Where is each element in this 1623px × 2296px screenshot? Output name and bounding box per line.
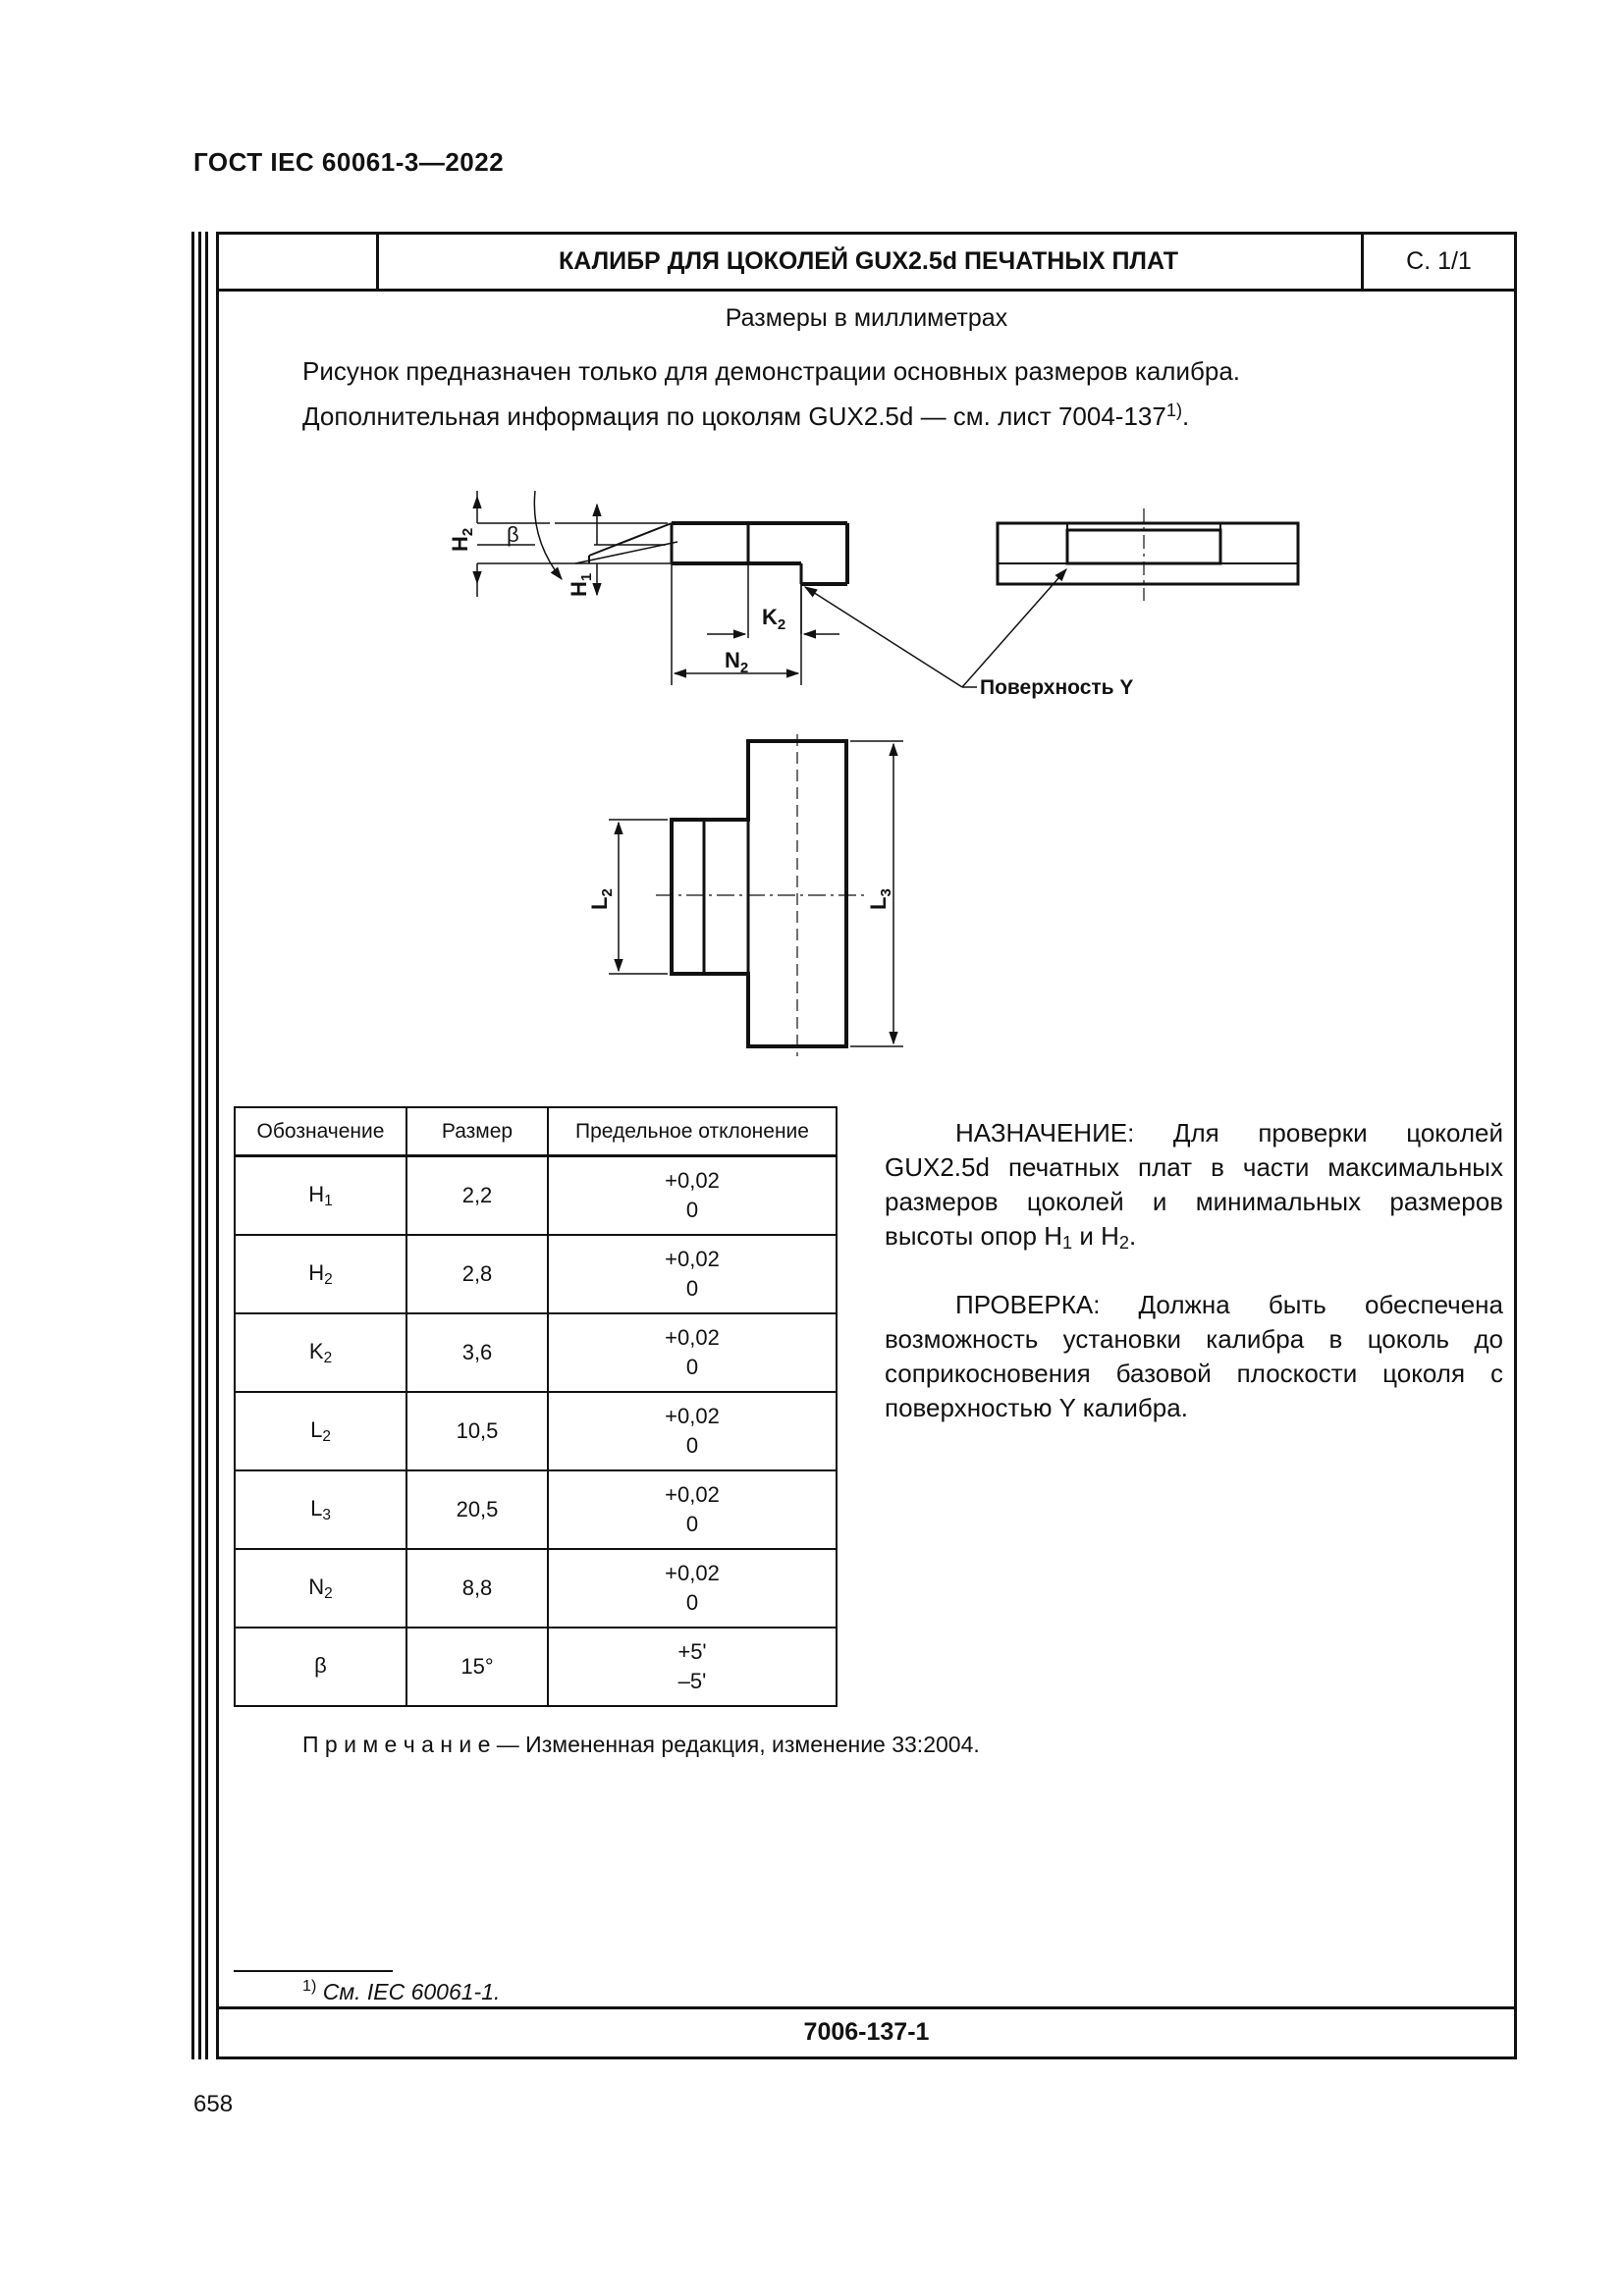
- table-row: [235, 1392, 837, 1470]
- sheet-title-row: [219, 235, 1514, 292]
- intro-text: [302, 351, 1481, 436]
- tolerance-cell: +0,02 0: [548, 1313, 837, 1392]
- units-note: Размеры в миллиметрах: [725, 304, 1008, 332]
- table-row: [235, 1628, 837, 1706]
- tolerance-cell: +0,02 0: [548, 1392, 837, 1470]
- table-row: [235, 1235, 837, 1313]
- plan-view: [609, 734, 903, 1056]
- size-cell: 15°: [406, 1628, 548, 1706]
- size-cell: 2,2: [406, 1156, 548, 1236]
- note: П р и м е ч а н и е — Измененная редакция, изменение 33:2004.: [302, 1732, 980, 1757]
- tolerance-cell: +5' –5': [548, 1628, 837, 1706]
- table-row: [235, 1156, 837, 1236]
- check-paragraph: ПРОВЕРКА: Должна быть обеспечена возможность установки калибра в цоколь до соприкосновения базовой плоскости цоколя с поверхностью Y калибра.: [885, 1290, 1503, 1422]
- footnote-rule: [234, 1970, 393, 1972]
- designation-cell: $H_2$: [235, 1235, 406, 1313]
- table-row: [235, 1470, 837, 1549]
- tolerance-cell: +0,02 0: [548, 1549, 837, 1628]
- tolerance-cell: +0,02 0: [548, 1470, 837, 1549]
- table-row: [235, 1313, 837, 1392]
- label-h1: $H_1$: [567, 572, 595, 597]
- size-cell: 3,6: [406, 1313, 548, 1392]
- sheet-number: 7006-137-1: [219, 2006, 1514, 2056]
- size-cell: 10,5: [406, 1392, 548, 1470]
- side-view: [477, 491, 847, 685]
- label-beta: β: [507, 522, 519, 547]
- page-number: 658: [193, 2091, 234, 2117]
- standard-header: ГОСТ IEC 60061-3—2022: [193, 147, 505, 177]
- col-header-tolerance: Предельное отклонение: [548, 1107, 837, 1156]
- footnote-ref: 1): [1165, 400, 1182, 420]
- size-cell: 20,5: [406, 1470, 548, 1549]
- footnote: $^{1)}$ См. IEC 60061-1.: [302, 1977, 501, 2004]
- col-header-designation: Обозначение: [235, 1107, 406, 1156]
- surface-y-leaders: [805, 569, 1066, 687]
- sheet-page-ref: С. 1/1: [1406, 247, 1472, 275]
- tolerance-cell: +0,02 0: [548, 1235, 837, 1313]
- intro-line-2: Дополнительная информация по цоколям GUX2.5d — см. лист 7004-137$^{1)}$.: [302, 400, 1190, 431]
- label-n2: $N_2$: [725, 648, 749, 676]
- table-row: [235, 1549, 837, 1628]
- label-l2: $L_2$: [587, 888, 616, 910]
- designation-cell: β: [235, 1628, 406, 1706]
- designation-cell: $K_2$: [235, 1313, 406, 1392]
- label-l3: $L_3$: [866, 888, 894, 910]
- designation-cell: $H_1$: [235, 1156, 406, 1236]
- tolerance-cell: +0,02 0: [548, 1156, 837, 1236]
- label-h2: $H_2$: [448, 527, 476, 552]
- title-blank-cell: [219, 235, 379, 289]
- size-cell: 8,8: [406, 1549, 548, 1628]
- gauge-drawing: [216, 471, 1517, 1080]
- sheet-title: КАЛИБР ДЛЯ ЦОКОЛЕЙ GUX2.5d ПЕЧАТНЫХ ПЛАТ: [376, 235, 1364, 289]
- label-k2: $K_2$: [762, 605, 786, 633]
- left-margin-rules: [191, 232, 213, 2059]
- designation-cell: $L_3$: [235, 1470, 406, 1549]
- table-header-row: [235, 1107, 837, 1156]
- dimensions-table: [234, 1106, 838, 1707]
- designation-cell: $L_2$: [235, 1392, 406, 1470]
- purpose-paragraph: НАЗНАЧЕНИЕ: Для проверки цоколей GUX2.5d печатных плат в части максимальных размеров цоколей и минимальных размеров высоты опор $H_1$ и $H_2$.: [885, 1118, 1503, 1253]
- label-surface-y: Поверхность Y: [980, 676, 1134, 699]
- intro-line-1: Рисунок предназначен только для демонстрации основных размеров калибра.: [302, 356, 1241, 386]
- col-header-size: Размер: [406, 1107, 548, 1156]
- designation-cell: $N_2$: [235, 1549, 406, 1628]
- top-view: [998, 508, 1298, 601]
- size-cell: 2,8: [406, 1235, 548, 1313]
- description-text: [885, 1116, 1503, 1453]
